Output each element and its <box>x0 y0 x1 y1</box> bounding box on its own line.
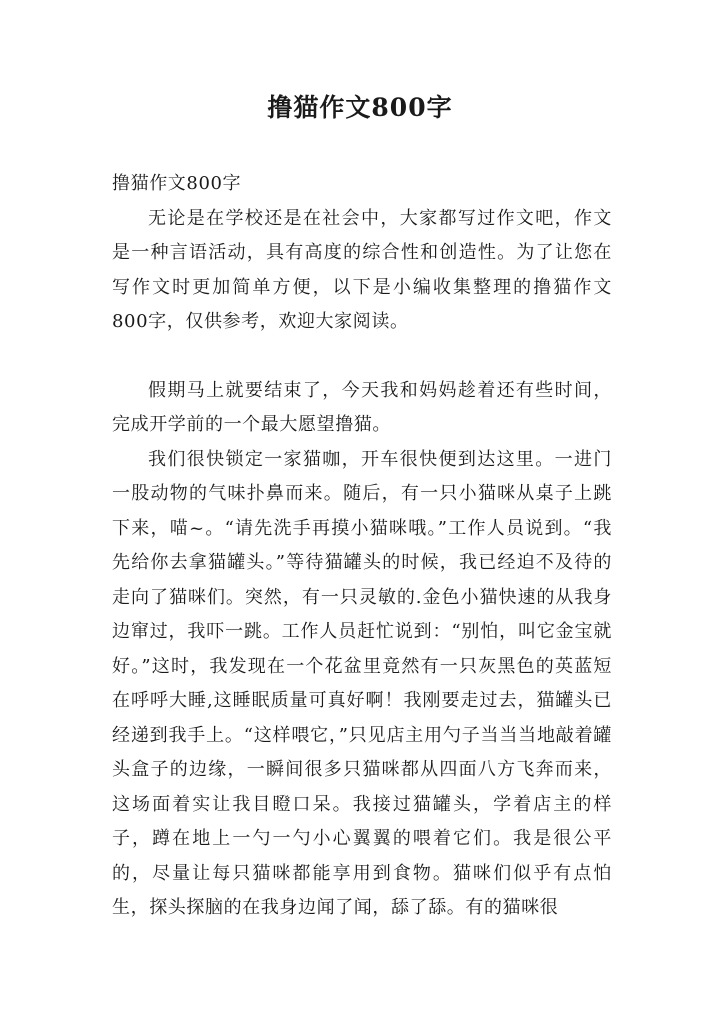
document-subtitle: 撸猫作文800字 <box>112 173 242 194</box>
intro-paragraph: 无论是在学校还是在社会中，大家都写过作文吧，作文是一种言语活动，具有高度的综合性和创造性。为了让您在写作文时更加简单方便，以下是小编收集整理的撸猫作文800字，仅供参考，欢迎大家阅读。 <box>112 207 612 332</box>
body-paragraph: 我们很快锁定一家猫咖，开车很快便到达这里。一进门一股动物的气味扑鼻而来。随后，有一只小猫咪从桌子上跳下来，喵~。“请先洗手再摸小猫咪哦。”工作人员说到。“我先给你去拿猫罐头。”等待猫罐头的时候，我已经迫不及待的走向了猫咪们。突然，有一只灵敏的.金色小猫快速的从我身边窜过，我吓一跳。工作人员赶忙说到：“别怕，叫它金宝就好。”这时，我发现在一个花盆里竟然有一只灰黑色的英蓝短在呼呼大睡,这睡眠质量可真好啊！我刚要走过去，猫罐头已经递到我手上。“这样喂它，”只见店主用勺子当当当地敲着罐头盒子的边缘，一瞬间很多只猫咪都从四面八方飞奔而来，这场面着实让我目瞪口呆。我接过猫罐头，学着店主的样子，蹲在地上一勺一勺小心翼翼的喂着它们。我是很公平的，尽量让每只猫咪都能享用到食物。猫咪们似乎有点怕生，探头探脑的在我身边闻了闻，舔了舔。有的猫咪很 <box>112 448 612 918</box>
body-paragraph: 假期马上就要结束了，今天我和妈妈趁着还有些时间，完成开学前的一个最大愿望撸猫。 <box>112 379 612 435</box>
document-body <box>112 167 612 926</box>
document-title: 撸猫作文800字 <box>267 93 453 122</box>
paragraph-gap <box>112 340 612 374</box>
